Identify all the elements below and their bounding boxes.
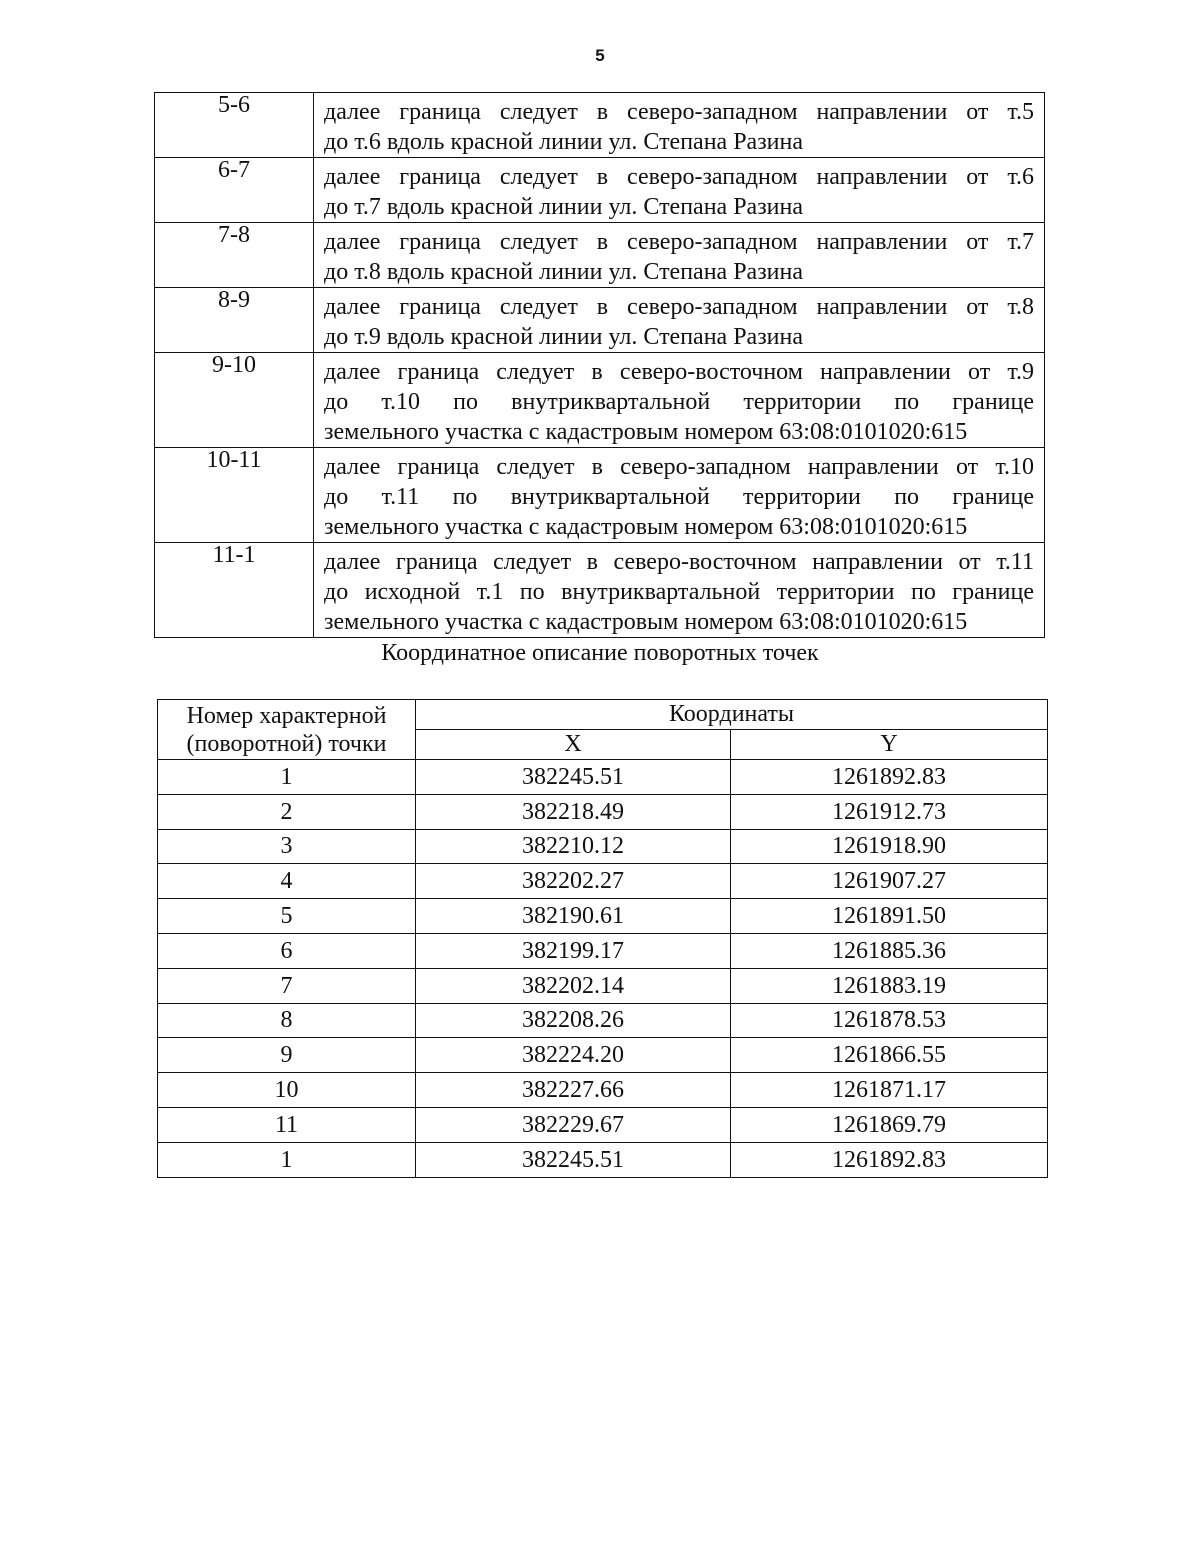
segment-range: 9-10 <box>155 353 314 448</box>
header-y: Y <box>731 730 1048 760</box>
segment-row <box>155 288 1045 353</box>
segment-description-line: далее граница следует в северо-западном направлении от т.6 <box>324 164 1034 190</box>
table-row <box>158 1003 1048 1038</box>
segment-row <box>155 93 1045 158</box>
segment-description <box>314 288 1045 353</box>
point-number-cell: 2 <box>158 794 416 829</box>
point-number-cell: 7 <box>158 968 416 1003</box>
x-coordinate-cell: 382229.67 <box>416 1107 731 1142</box>
boundary-segments-table <box>154 92 1045 638</box>
y-coordinate-cell: 1261918.90 <box>731 829 1048 864</box>
coordinates-table-header <box>158 700 1048 760</box>
segment-range: 11-1 <box>155 543 314 638</box>
segment-description-line: далее граница следует в северо-западном направлении от т.10 <box>324 454 1034 480</box>
y-coordinate-cell: 1261866.55 <box>731 1038 1048 1073</box>
coordinates-table <box>157 699 1048 1178</box>
x-coordinate-cell: 382190.61 <box>416 899 731 934</box>
segment-row <box>155 158 1045 223</box>
table-row <box>158 1073 1048 1108</box>
table-row <box>158 899 1048 934</box>
segment-description-line: до исходной т.1 по внутриквартальной территории по границе <box>324 579 1034 605</box>
segment-row <box>155 223 1045 288</box>
x-coordinate-cell: 382202.14 <box>416 968 731 1003</box>
table-row <box>158 968 1048 1003</box>
y-coordinate-cell: 1261907.27 <box>731 864 1048 899</box>
segment-description-line: земельного участка с кадастровым номером 63:08:0101020:615 <box>324 419 968 445</box>
segment-description-line: до т.10 по внутриквартальной территории по границе <box>324 389 1034 415</box>
segment-range: 6-7 <box>155 158 314 223</box>
segment-description-line: далее граница следует в северо-восточном направлении от т.9 <box>324 359 1034 385</box>
x-coordinate-cell: 382245.51 <box>416 760 731 795</box>
page-number: 5 <box>595 46 605 65</box>
segment-range: 7-8 <box>155 223 314 288</box>
segment-description <box>314 543 1045 638</box>
segment-description-line: до т.8 вдоль красной линии ул. Степана Разина <box>324 259 804 285</box>
y-coordinate-cell: 1261885.36 <box>731 933 1048 968</box>
point-number-cell: 4 <box>158 864 416 899</box>
segment-row <box>155 448 1045 543</box>
section-title: Координатное описание поворотных точек <box>381 640 819 666</box>
segment-description-line: до т.9 вдоль красной линии ул. Степана Разина <box>324 324 804 350</box>
segment-range: 10-11 <box>155 448 314 543</box>
segment-description-line: до т.11 по внутриквартальной территории по границе <box>324 484 1034 510</box>
segment-description <box>314 353 1045 448</box>
y-coordinate-cell: 1261912.73 <box>731 794 1048 829</box>
point-number-cell: 3 <box>158 829 416 864</box>
point-number-cell: 6 <box>158 933 416 968</box>
header-coordinates: Координаты <box>416 700 1048 730</box>
y-coordinate-cell: 1261883.19 <box>731 968 1048 1003</box>
segment-description-line: земельного участка с кадастровым номером 63:08:0101020:615 <box>324 514 968 540</box>
y-coordinate-cell: 1261878.53 <box>731 1003 1048 1038</box>
segment-description-line: далее граница следует в северо-восточном направлении от т.11 <box>324 549 1034 575</box>
header-x: X <box>416 730 731 760</box>
segment-description-line: далее граница следует в северо-западном направлении от т.7 <box>324 229 1034 255</box>
point-number-cell: 10 <box>158 1073 416 1108</box>
segment-range: 8-9 <box>155 288 314 353</box>
table-row <box>158 760 1048 795</box>
segment-description <box>314 158 1045 223</box>
segment-description-line: до т.7 вдоль красной линии ул. Степана Разина <box>324 194 804 220</box>
segment-description-line: земельного участка с кадастровым номером 63:08:0101020:615 <box>324 609 968 635</box>
table-row <box>158 1107 1048 1142</box>
segment-row <box>155 543 1045 638</box>
table-row <box>158 794 1048 829</box>
point-number-cell: 11 <box>158 1107 416 1142</box>
x-coordinate-cell: 382224.20 <box>416 1038 731 1073</box>
y-coordinate-cell: 1261871.17 <box>731 1073 1048 1108</box>
header-point-number: Номер характерной (поворотной) точки <box>158 700 416 760</box>
y-coordinate-cell: 1261869.79 <box>731 1107 1048 1142</box>
table-row <box>158 1142 1048 1177</box>
segment-description <box>314 93 1045 158</box>
segment-range: 5-6 <box>155 93 314 158</box>
table-row <box>158 933 1048 968</box>
x-coordinate-cell: 382202.27 <box>416 864 731 899</box>
point-number-cell: 5 <box>158 899 416 934</box>
y-coordinate-cell: 1261891.50 <box>731 899 1048 934</box>
table-row <box>158 1038 1048 1073</box>
x-coordinate-cell: 382218.49 <box>416 794 731 829</box>
y-coordinate-cell: 1261892.83 <box>731 760 1048 795</box>
table-row <box>158 829 1048 864</box>
segment-description <box>314 448 1045 543</box>
segment-description-line: далее граница следует в северо-западном направлении от т.8 <box>324 294 1034 320</box>
x-coordinate-cell: 382227.66 <box>416 1073 731 1108</box>
x-coordinate-cell: 382208.26 <box>416 1003 731 1038</box>
segment-description-line: до т.6 вдоль красной линии ул. Степана Разина <box>324 129 804 155</box>
segments-body <box>155 93 1045 638</box>
x-coordinate-cell: 382245.51 <box>416 1142 731 1177</box>
coordinates-body <box>158 760 1048 1178</box>
point-number-cell: 1 <box>158 1142 416 1177</box>
segment-description <box>314 223 1045 288</box>
point-number-cell: 8 <box>158 1003 416 1038</box>
table-row <box>158 864 1048 899</box>
point-number-cell: 9 <box>158 1038 416 1073</box>
point-number-cell: 1 <box>158 760 416 795</box>
segment-row <box>155 353 1045 448</box>
x-coordinate-cell: 382199.17 <box>416 933 731 968</box>
x-coordinate-cell: 382210.12 <box>416 829 731 864</box>
segment-description-line: далее граница следует в северо-западном направлении от т.5 <box>324 99 1034 125</box>
y-coordinate-cell: 1261892.83 <box>731 1142 1048 1177</box>
